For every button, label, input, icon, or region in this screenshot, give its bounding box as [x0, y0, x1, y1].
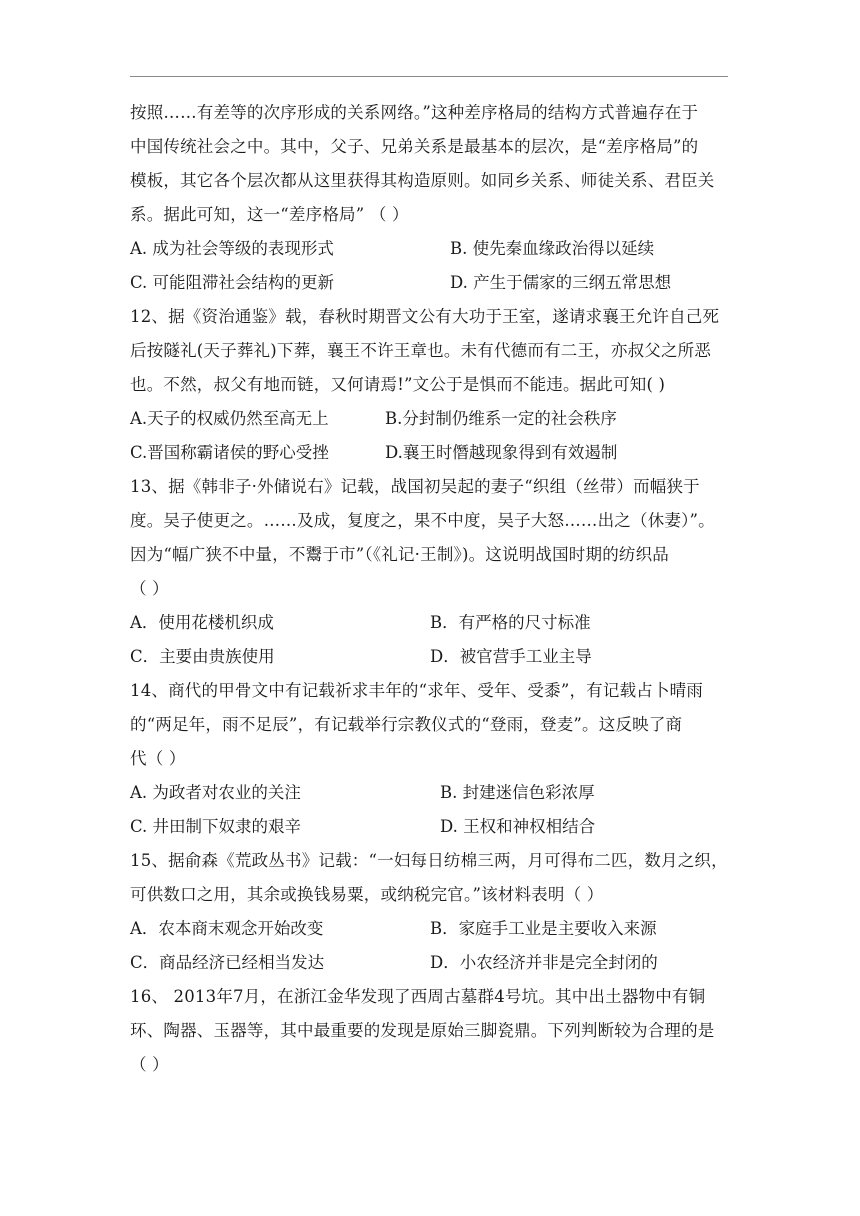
- option-c[interactable]: C．商品经济已经相当发达: [130, 953, 325, 972]
- option-b[interactable]: B．家庭手工业是主要收入来源: [430, 919, 657, 938]
- options-row: [130, 436, 734, 470]
- option-d[interactable]: D．被官营手工业主导: [430, 647, 592, 666]
- question-14: [130, 674, 734, 844]
- options-row: [130, 640, 734, 674]
- question-16: [130, 980, 734, 1082]
- options-row: [130, 946, 734, 980]
- question-11-line: 按照……有差等的次序形成的关系网络。”这种差序格局的结构方式普遍存在于: [130, 103, 699, 122]
- option-d[interactable]: D.襄王时僭越现象得到有效遏制: [385, 443, 618, 462]
- header-rule: [130, 76, 728, 77]
- option-b[interactable]: B. 使先秦血缘政治得以延续: [450, 239, 655, 258]
- option-c[interactable]: C．主要由贵族使用: [130, 647, 275, 666]
- question-12: [130, 300, 734, 470]
- question-12-line: 后按隧礼(天子葬礼)下葬，襄王不许王章也。未有代德而有二王，亦叔父之所恶: [130, 341, 712, 360]
- options-row: [130, 776, 734, 810]
- options-row: [130, 912, 734, 946]
- question-16-line: 16、 2013年7月，在浙江金华发现了西周古墓群4号坑。其中出土器物中有铜: [130, 987, 706, 1006]
- question-11: [130, 96, 734, 300]
- question-12-line: 也。不然，叔父有地而链，又何请焉!”文公于是惧而不能违。据此可知( ): [130, 375, 666, 394]
- question-14-line: 14、商代的甲骨文中有记载祈求丰年的“求年、受年、受黍”，有记载占卜晴雨: [130, 681, 704, 700]
- exam-page-body: [130, 96, 734, 1082]
- option-d[interactable]: D．小农经济并非是完全封闭的: [430, 953, 658, 972]
- option-c[interactable]: C. 井田制下奴隶的艰辛: [130, 817, 302, 836]
- option-d[interactable]: D. 产生于儒家的三纲五常思想: [450, 273, 672, 292]
- question-15: [130, 844, 734, 980]
- question-16-line: 环、陶器、玉器等，其中最重要的发现是原始三脚瓷鼎。下列判断较为合理的是: [130, 1021, 715, 1040]
- question-13-line: （ ）: [130, 579, 169, 598]
- question-11-line: 模板，其它各个层次都从这里获得其构造原则。如同乡关系、师徒关系、君臣关: [130, 171, 715, 190]
- question-13: [130, 470, 734, 674]
- option-b[interactable]: B. 封建迷信色彩浓厚: [440, 783, 595, 802]
- option-c[interactable]: C. 可能阻滞社会结构的更新: [130, 273, 335, 292]
- question-14-line: 的“两足年，雨不足辰”，有记载举行宗教仪式的“登雨，登麦”。这反映了商: [130, 715, 683, 734]
- option-d[interactable]: D. 王权和神权相结合: [440, 817, 596, 836]
- options-row: [130, 606, 734, 640]
- option-c[interactable]: C.晋国称霸诸侯的野心受挫: [130, 443, 329, 462]
- question-14-line: 代（ ）: [130, 749, 186, 768]
- option-a[interactable]: A.天子的权威仍然至高无上: [130, 409, 329, 428]
- question-13-line: 度。吴子使更之。……及成，复度之，果不中度，吴子大怒……出之（休妻）”。: [130, 511, 715, 530]
- question-13-line: 因为“幅广狭不中量，不鬻于市”（《礼记·王制》)。这说明战国时期的纺织品: [130, 545, 670, 564]
- option-b[interactable]: B.分封制仍维系一定的社会秩序: [385, 409, 617, 428]
- options-row: [130, 266, 734, 300]
- question-11-line: 系。据此可知，这一“差序格局” （ ）: [130, 205, 409, 224]
- options-row: [130, 810, 734, 844]
- option-a[interactable]: A. 成为社会等级的表现形式: [130, 239, 334, 258]
- option-a[interactable]: A. 为政者对农业的关注: [130, 783, 301, 802]
- option-a[interactable]: A．农本商末观念开始改变: [130, 919, 324, 938]
- question-15-line: 15、据俞森《荒政丛书》记载：“一妇每日纺棉三两，月可得布二匹，数月之织，: [130, 851, 728, 870]
- question-16-line: （ ）: [130, 1055, 169, 1074]
- options-row: [130, 402, 734, 436]
- question-11-line: 中国传统社会之中。其中，父子、兄弟关系是最基本的层次，是“差序格局”的: [130, 137, 699, 156]
- option-b[interactable]: B．有严格的尺寸标准: [430, 613, 591, 632]
- option-a[interactable]: A．使用花楼机织成: [130, 613, 274, 632]
- question-12-line: 12、据《资治通鉴》载，春秋时期晋文公有大功于王室，遂请求襄王允许自己死: [130, 307, 720, 326]
- options-row: [130, 232, 734, 266]
- question-13-line: 13、据《韩非子·外储说右》记载，战国初吴起的妻子“织组（丝带）而幅狭于: [130, 477, 700, 496]
- question-15-line: 可供数口之用，其余或换钱易粟，或纳税完官。”该材料表明（ ）: [130, 885, 604, 904]
